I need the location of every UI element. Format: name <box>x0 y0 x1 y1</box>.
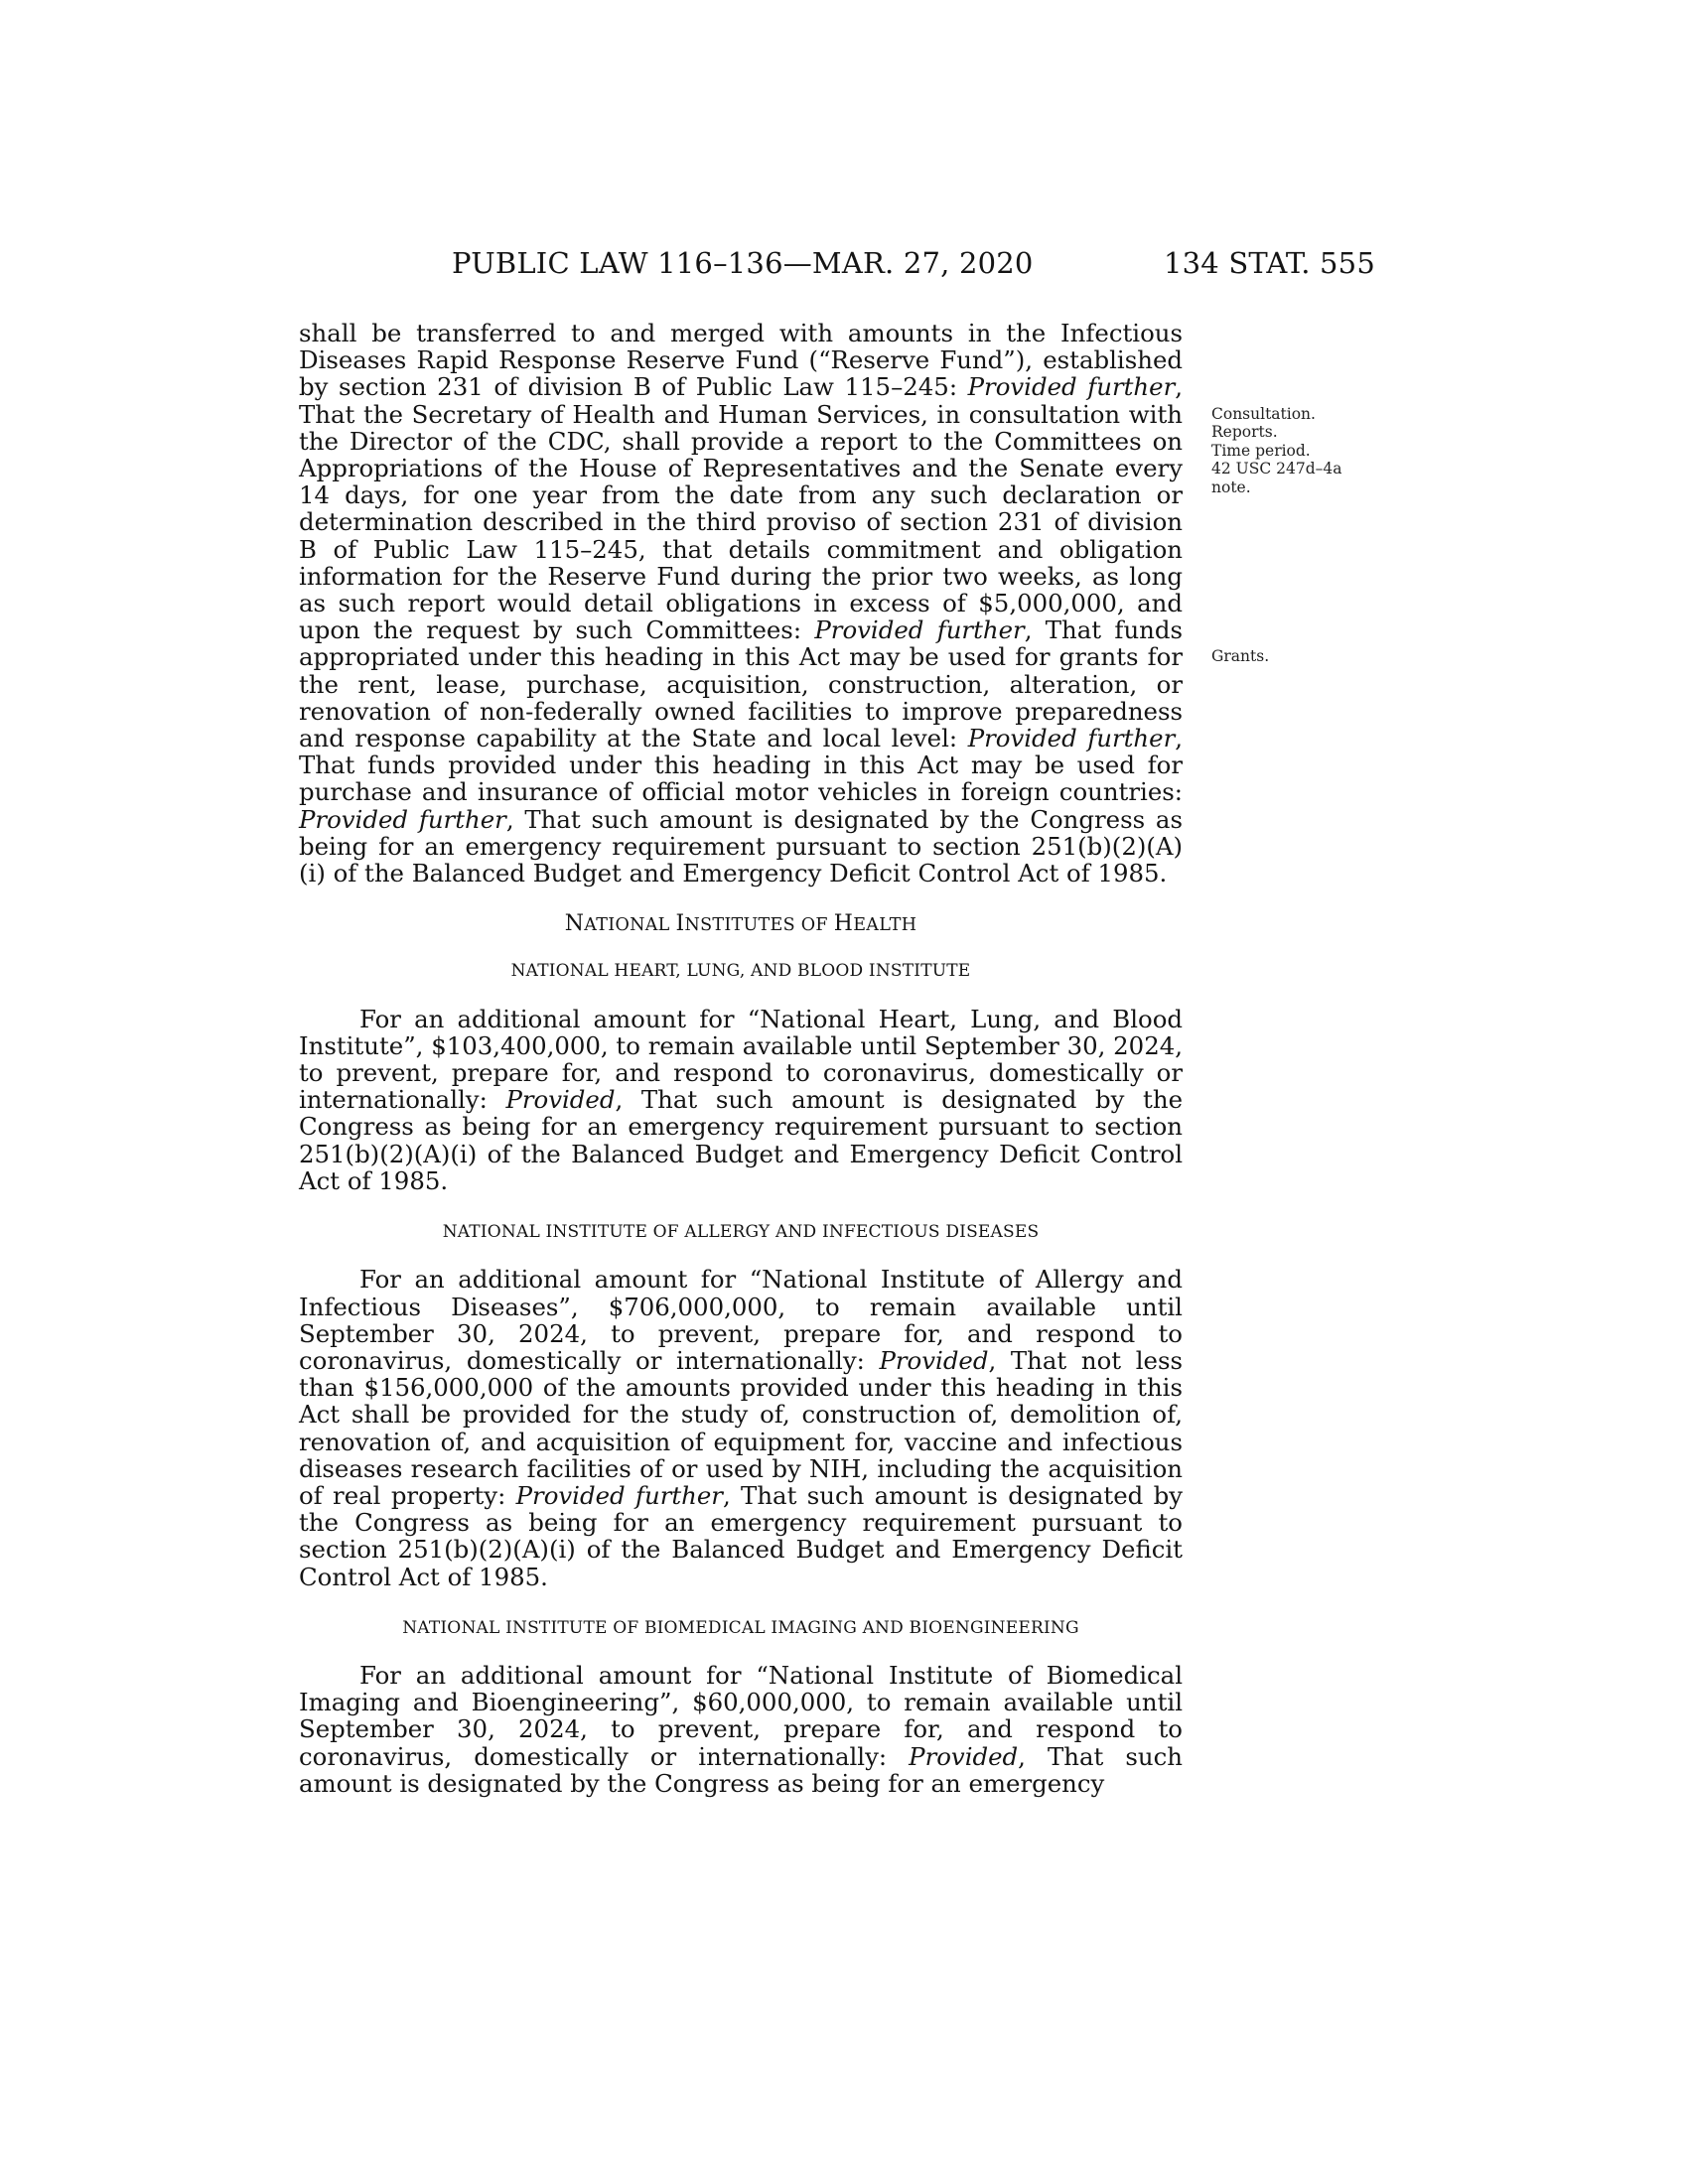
biomedical-imaging-heading: NATIONAL INSTITUTE OF BIOMEDICAL IMAGING AND BIOENGINEERING <box>402 1617 1079 1638</box>
nih-heading: NATIONAL INSTITUTES OF HEALTH <box>564 911 917 937</box>
allergy-infectious-heading: NATIONAL INSTITUTE OF ALLERGY AND INFECTIOUS DISEASES <box>442 1222 1040 1243</box>
statute-page-number: 134 STAT. 555 <box>1163 246 1375 280</box>
law-citation: PUBLIC LAW 116–136—MAR. 27, 2020 <box>452 246 1034 280</box>
document-body <box>299 320 1183 1797</box>
allergy-infectious-paragraph: For an additional amount for “National Institute of Allergy and Infectious Diseases”, $706,000,000, to remain available until September 30, 2024, to prevent, prepare for, and respond to coronavirus, domestically or internationally: Provided, That not less than $156,000,000 of the amounts provided under this heading in this Act shall be provided for the study of, construction of, demolition of, renovation of, and acquisition of equipment for, vaccine and infectious diseases research facilities of or used by NIH, including the acquisition of real property: Provided further, That such amount is designated by the Congress as being for an emergency requirement pursuant to section 251(b)(2)(A)(i) of the Balanced Budget and Emergency Deficit Control Act of 1985. <box>299 1265 1184 1591</box>
margin-note-consultation: Consultation. Reports. Time period. 42 USC 247d–4a note. <box>1211 405 1342 496</box>
heart-lung-blood-paragraph: For an additional amount for “National Heart, Lung, and Blood Institute”, $103,400,000, to remain available until September 30, 2024, to prevent, prepare for, and respond to coronavirus, domestically or internationally: Provided, That such amount is designated by the Congress as being for an emergency requirement pursuant to section 251(b)(2)(A)(i) of the Balanced Budget and Emergency Deficit Control Act of 1985. <box>299 1004 1184 1195</box>
biomedical-imaging-paragraph: For an additional amount for “National Institute of Biomedical Imaging and Bioengineering”, $60,000,000, to remain available until September 30, 2024, to prevent, prepare for, and respond to coronavirus, domestically or internationally: Provided, That such amount is designated by the Congress as being for an emergency <box>299 1660 1183 1798</box>
reserve-fund-paragraph: shall be transferred to and merged with amounts in the Infectious Diseases Rapid Response Reserve Fund (“Reserve Fund”), established by section 231 of division B of Public Law 115–245: Provided further, That the Secretary of Health and Human Services, in consultation with the Director of the CDC, shall provide a report to the Committees on Appropriations of the House of Representatives and the Senate every 14 days, for one year from the date from any such declaration or determination described in the third proviso of section 231 of division B of Public Law 115–245, that details commitment and obligation information for the Reserve Fund during the prior two weeks, as long as such report would detail obligations in excess of $5,000,000, and upon the request by such Committees: Provided further, That funds appropriated under this heading in this Act may be used for grants for the rent, lease, purchase, acquisition, construction, alteration, or renovation of non-federally owned facilities to improve preparedness and response capability at the State and local level: Provided further, That funds provided under this heading in this Act may be used for purchase and insurance of official motor vehicles in foreign countries: Provided further, That such amount is designated by the Congress as being for an emergency requirement pursuant to section 251(b)(2)(A)(i) of the Balanced Budget and Emergency Deficit Control Act of 1985. <box>299 319 1183 888</box>
margin-note-grants: Grants. <box>1211 647 1270 665</box>
heart-lung-blood-heading: NATIONAL HEART, LUNG, AND BLOOD INSTITUTE <box>510 961 971 982</box>
